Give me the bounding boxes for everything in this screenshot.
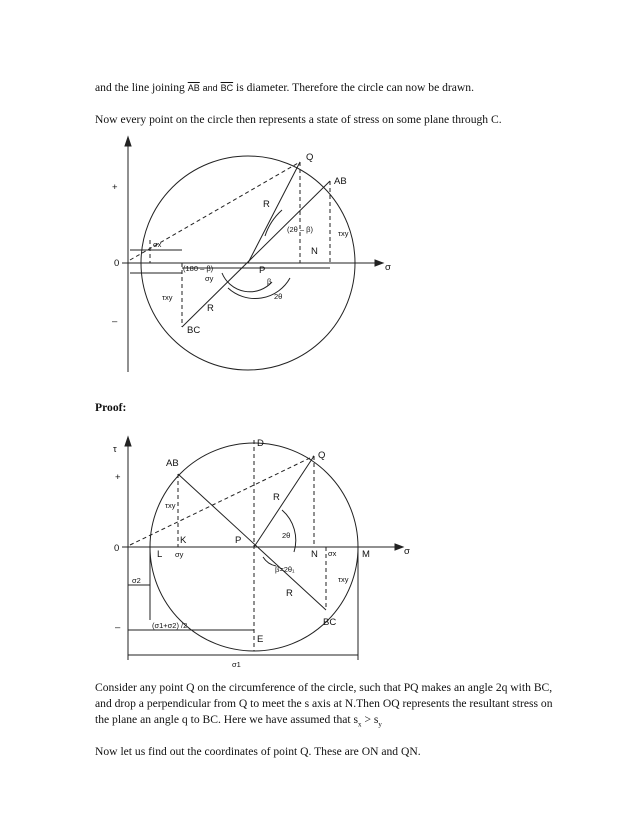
fig2-label-bc: BC bbox=[323, 617, 337, 628]
fig2-label-sigma2: σ2 bbox=[132, 576, 141, 585]
fig2-label-sigma-axis: σ bbox=[404, 546, 410, 557]
fig2-label-e: E bbox=[257, 634, 264, 645]
fig1-label-r-upper: R bbox=[263, 199, 270, 210]
fig1-label-p: P bbox=[259, 265, 266, 276]
fig1-label-sigma-axis: σ bbox=[385, 262, 391, 273]
fig2-label-txy-left: τxy bbox=[165, 501, 176, 510]
fig2-label-sigma1: σ1 bbox=[232, 660, 241, 669]
paragraph-1-text: Consider any point Q on the circumference of the circle, such that PQ makes an angle 2q with BC, and drop a perpendicular from Q to meet the s axis at N.Then OQ represents the resultant stress on the plane an angle q to BC. Here we have assumed that s bbox=[95, 681, 553, 726]
fig2-label-d: D bbox=[257, 438, 264, 449]
fig2-label-n: N bbox=[311, 549, 318, 560]
fig1-label-180-beta: (180 – β) bbox=[183, 264, 214, 273]
paragraph-1-gt: > s bbox=[361, 713, 379, 726]
fig2-label-k: K bbox=[180, 535, 187, 546]
fig2-label-l: L bbox=[157, 549, 163, 560]
fig2-vertical-arrow-icon bbox=[125, 437, 131, 446]
fig2-label-beta: β=2θ₁ bbox=[275, 565, 295, 574]
paragraph-1 bbox=[95, 680, 555, 732]
intro-text-post: is diameter. Therefore the circle can now be drawn. bbox=[233, 81, 475, 94]
paragraph-2: Now let us find out the coordinates of point Q. These are ON and QN. bbox=[95, 745, 421, 758]
bc-label: $\overline{BC}$ bbox=[220, 83, 234, 93]
fig2-label-half-sum: (σ1+σ2) /2 bbox=[152, 621, 188, 630]
fig2-label-m: M bbox=[362, 549, 370, 560]
and-word: and bbox=[202, 83, 218, 93]
fig1-label-sigma-y: σy bbox=[205, 274, 214, 283]
fig2-label-q: Q bbox=[318, 450, 326, 461]
fig1-label-plus: + bbox=[112, 182, 118, 193]
fig2-label-2theta: 2θ bbox=[282, 531, 291, 540]
fig2-label-sigma-y: σy bbox=[175, 550, 184, 559]
fig1-label-origin: 0 bbox=[114, 258, 120, 269]
fig2-label-origin: 0 bbox=[114, 543, 120, 554]
fig2-diameter bbox=[178, 474, 326, 610]
fig1-label-sigma-x: σx bbox=[153, 240, 162, 249]
fig1-label-txy-left: τxy bbox=[162, 293, 173, 302]
fig1-label-q: Q bbox=[306, 152, 314, 163]
fig1-label-beta: β bbox=[267, 277, 272, 286]
fig1-label-bc: BC bbox=[187, 325, 201, 336]
fig2-label-sigma-x: σx bbox=[328, 549, 337, 558]
fig1-label-minus: – bbox=[112, 316, 118, 327]
fig1-label-r-lower: R bbox=[207, 303, 214, 314]
fig2-label-r-lower: R bbox=[286, 588, 293, 599]
fig2-sigma-arrow-icon bbox=[395, 544, 403, 550]
fig2-label-minus: – bbox=[115, 622, 121, 633]
fig2-label-p: P bbox=[235, 535, 242, 546]
proof-heading: Proof: bbox=[95, 401, 127, 414]
fig1-label-ab: AB bbox=[334, 176, 347, 187]
fig2-label-plus: + bbox=[115, 472, 121, 483]
paragraph-1-sub-y: y bbox=[378, 720, 382, 729]
paragraph-1-sub-x: x bbox=[358, 720, 362, 729]
ab-label: $\overline{AB}$ bbox=[187, 83, 200, 93]
fig2-label-txy-right: τxy bbox=[338, 575, 349, 584]
fig2-label-ab: AB bbox=[166, 458, 179, 469]
fig1-label-txy-right: τxy bbox=[338, 229, 349, 238]
fig2-label-tau: τ bbox=[113, 444, 117, 455]
fig2-label-r-upper: R bbox=[273, 492, 280, 503]
intro-line-2: Now every point on the circle then represents a state of stress on some plane through C. bbox=[95, 113, 502, 126]
fig1-label-n: N bbox=[311, 246, 318, 257]
fig1-label-2theta: 2θ bbox=[274, 292, 283, 301]
intro-text-pre: and the line joining bbox=[95, 81, 188, 94]
fig1-label-2theta-beta: (2θ – β) bbox=[287, 225, 313, 234]
